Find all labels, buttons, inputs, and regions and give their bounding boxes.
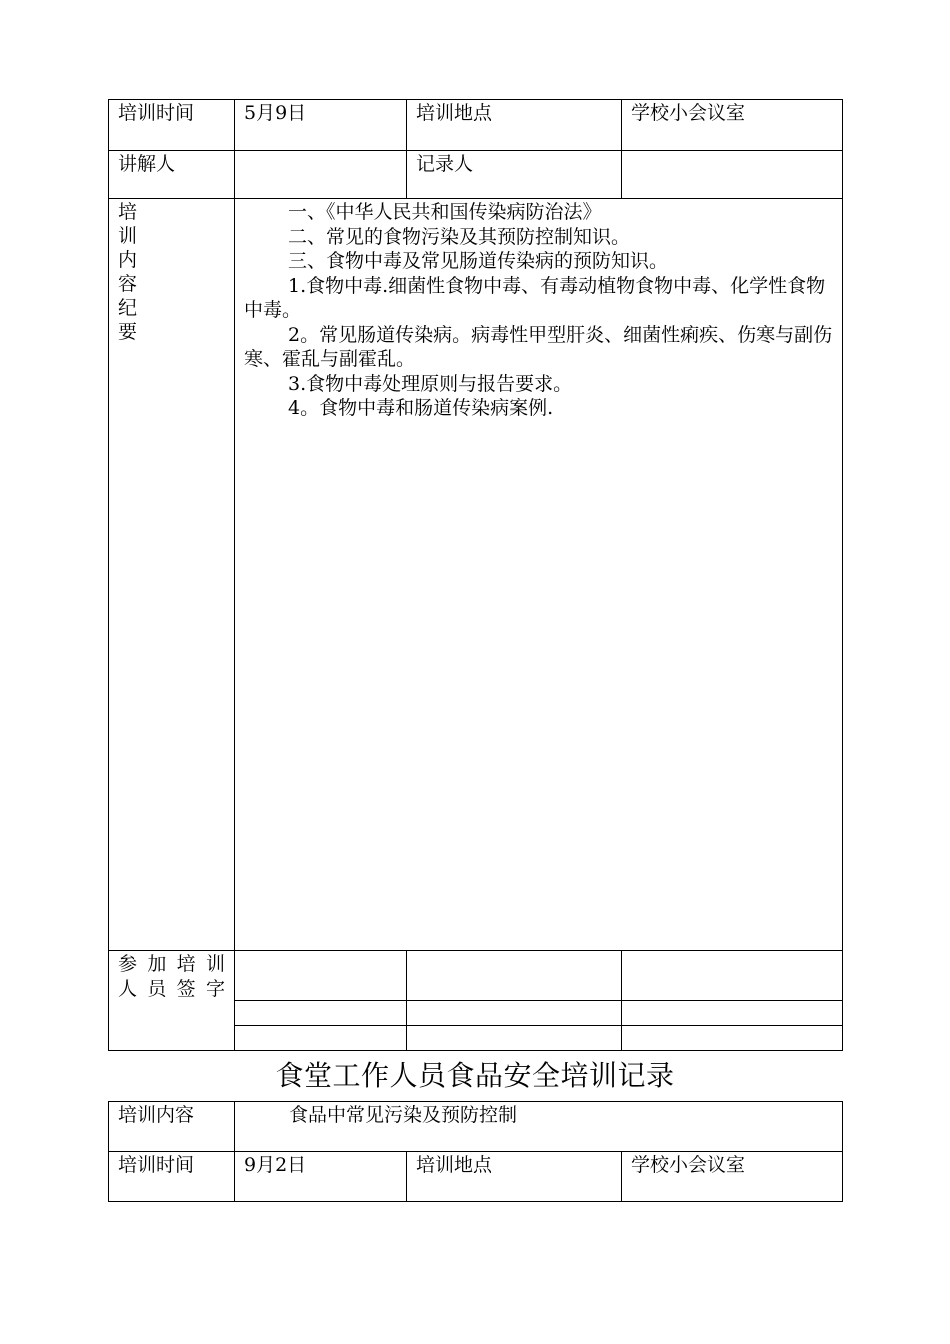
content-label-char: 内 bbox=[118, 249, 138, 271]
lecturer-value bbox=[235, 151, 407, 199]
content-value: 食品中常见污染及预防控制 bbox=[235, 1102, 843, 1152]
place-value: 学校小会议室 bbox=[622, 1152, 843, 1202]
content-label-char: 要 bbox=[118, 321, 138, 343]
content-line: 2。常见肠道传染病。病毒性甲型肝炎、细菌性痢疾、伤寒与副伤寒、霍乱与副霍乱。 bbox=[244, 323, 833, 370]
content-label: 培训内容 bbox=[109, 1102, 235, 1152]
row-time-place bbox=[109, 1152, 843, 1202]
signature-cell[interactable] bbox=[622, 1001, 843, 1026]
signature-cell[interactable] bbox=[622, 951, 843, 1001]
signature-label-line2: 人员签字 bbox=[118, 978, 225, 1000]
content-line: 1.食物中毒.细菌性食物中毒、有毒动植物食物中毒、化学性食物中毒。 bbox=[244, 274, 826, 321]
lecturer-label: 讲解人 bbox=[109, 151, 235, 199]
training-record-table-1 bbox=[108, 99, 843, 1051]
signature-label bbox=[109, 951, 235, 1051]
content-line: 一、《中华人民共和国传染病防治法》 bbox=[288, 201, 602, 223]
signature-cell[interactable] bbox=[235, 1026, 407, 1051]
place-label: 培训地点 bbox=[407, 1152, 622, 1202]
time-label: 培训时间 bbox=[109, 100, 235, 151]
time-label: 培训时间 bbox=[109, 1152, 235, 1202]
document-title: 食堂工作人员食品安全培训记录 bbox=[275, 1059, 675, 1092]
signature-label-line1: 参加培训 bbox=[118, 953, 225, 975]
content-summary bbox=[235, 199, 843, 951]
content-label-char: 容 bbox=[118, 273, 138, 295]
content-line: 三、食物中毒及常见肠道传染病的预防知识。 bbox=[288, 250, 669, 272]
content-label bbox=[109, 199, 235, 951]
content-label-char: 纪 bbox=[118, 297, 138, 319]
content-label-char: 培 bbox=[118, 201, 138, 223]
signature-cell[interactable] bbox=[622, 1026, 843, 1051]
content-line: 3.食物中毒处理原则与报告要求。 bbox=[288, 372, 573, 395]
recorder-label: 记录人 bbox=[407, 151, 622, 199]
row-time-place bbox=[109, 100, 843, 151]
row-content bbox=[109, 199, 843, 951]
content-label-char: 训 bbox=[118, 225, 138, 247]
place-label: 培训地点 bbox=[407, 100, 622, 151]
signature-cell[interactable] bbox=[235, 951, 407, 1001]
time-value: 9月2日 bbox=[235, 1152, 407, 1202]
row-signature-1 bbox=[109, 951, 843, 1001]
content-line: 二、常见的食物污染及其预防控制知识。 bbox=[288, 225, 631, 248]
row-content-topic bbox=[109, 1102, 843, 1152]
signature-cell[interactable] bbox=[407, 951, 622, 1001]
row-lecturer-recorder bbox=[109, 151, 843, 199]
place-value: 学校小会议室 bbox=[622, 100, 843, 151]
content-line: 4。食物中毒和肠道传染病案例. bbox=[288, 397, 554, 419]
signature-cell[interactable] bbox=[407, 1001, 622, 1026]
training-record-table-2 bbox=[108, 1101, 843, 1202]
signature-cell[interactable] bbox=[235, 1001, 407, 1026]
time-value: 5月9日 bbox=[235, 100, 407, 151]
recorder-value bbox=[622, 151, 843, 199]
signature-cell[interactable] bbox=[407, 1026, 622, 1051]
